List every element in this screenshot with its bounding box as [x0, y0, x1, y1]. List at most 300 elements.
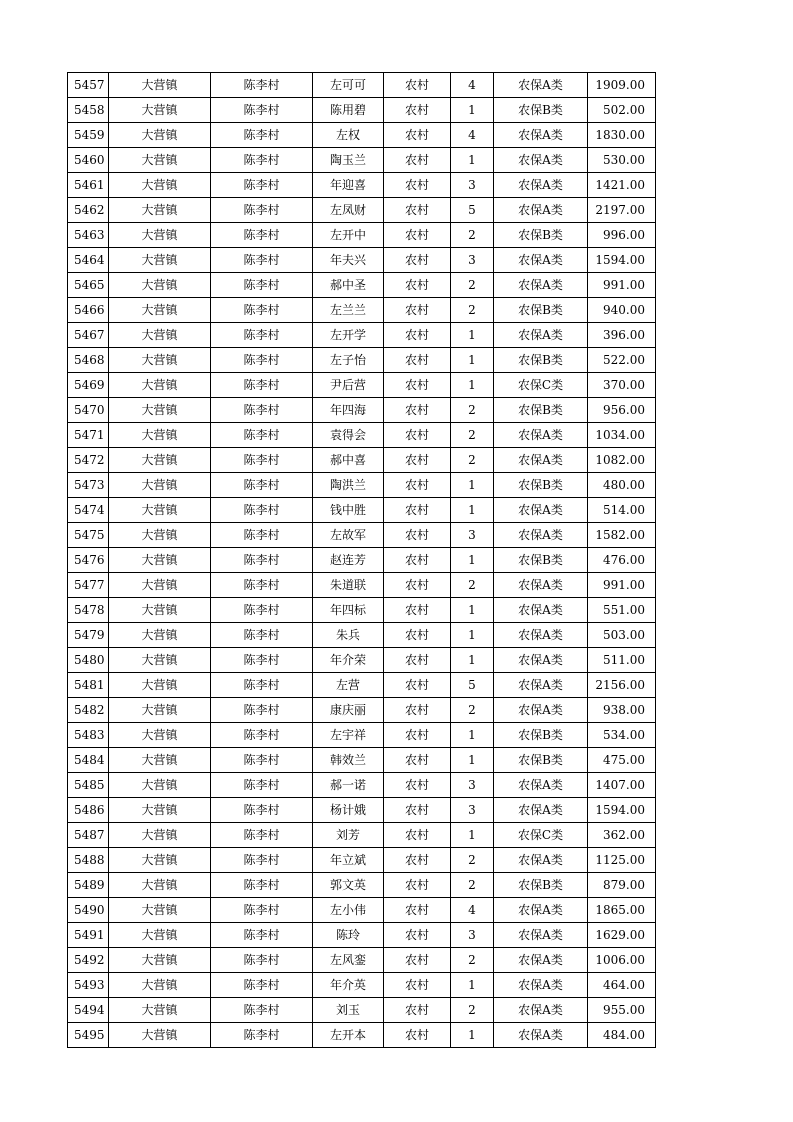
- category-cell: 农保C类: [494, 373, 588, 398]
- amount-cell: 1909.00: [588, 73, 656, 98]
- record-id: 5492: [68, 948, 109, 973]
- name-cell: 朱道联: [313, 573, 384, 598]
- household-type-cell: 农村: [384, 573, 451, 598]
- family-size-cell: 1: [451, 648, 494, 673]
- town-cell: 大营镇: [109, 973, 211, 998]
- name-cell: 陈玲: [313, 923, 384, 948]
- table-row: [68, 1023, 656, 1048]
- village-cell: 陈李村: [211, 748, 313, 773]
- record-id: 5476: [68, 548, 109, 573]
- table-row: [68, 973, 656, 998]
- table-row: [68, 298, 656, 323]
- record-id: 5474: [68, 498, 109, 523]
- category-cell: 农保A类: [494, 123, 588, 148]
- amount-cell: 362.00: [588, 823, 656, 848]
- family-size-cell: 2: [451, 948, 494, 973]
- town-cell: 大营镇: [109, 423, 211, 448]
- family-size-cell: 1: [451, 498, 494, 523]
- amount-cell: 534.00: [588, 723, 656, 748]
- record-id: 5480: [68, 648, 109, 673]
- table-row: [68, 498, 656, 523]
- household-type-cell: 农村: [384, 623, 451, 648]
- table-row: [68, 148, 656, 173]
- table-row: [68, 573, 656, 598]
- table-row: [68, 223, 656, 248]
- record-id: 5471: [68, 423, 109, 448]
- family-size-cell: 3: [451, 798, 494, 823]
- town-cell: 大营镇: [109, 923, 211, 948]
- family-size-cell: 2: [451, 573, 494, 598]
- table-row: [68, 898, 656, 923]
- name-cell: 左子怡: [313, 348, 384, 373]
- household-type-cell: 农村: [384, 798, 451, 823]
- village-cell: 陈李村: [211, 873, 313, 898]
- household-type-cell: 农村: [384, 473, 451, 498]
- amount-cell: 484.00: [588, 1023, 656, 1048]
- family-size-cell: 1: [451, 823, 494, 848]
- record-id: 5460: [68, 148, 109, 173]
- village-cell: 陈李村: [211, 623, 313, 648]
- record-id: 5466: [68, 298, 109, 323]
- household-type-cell: 农村: [384, 398, 451, 423]
- town-cell: 大营镇: [109, 948, 211, 973]
- table-row: [68, 823, 656, 848]
- table-row: [68, 948, 656, 973]
- amount-cell: 1034.00: [588, 423, 656, 448]
- family-size-cell: 2: [451, 998, 494, 1023]
- amount-cell: 938.00: [588, 698, 656, 723]
- table-row: [68, 473, 656, 498]
- household-type-cell: 农村: [384, 998, 451, 1023]
- category-cell: 农保A类: [494, 73, 588, 98]
- household-type-cell: 农村: [384, 248, 451, 273]
- category-cell: 农保A类: [494, 498, 588, 523]
- village-cell: 陈李村: [211, 173, 313, 198]
- family-size-cell: 1: [451, 748, 494, 773]
- household-type-cell: 农村: [384, 548, 451, 573]
- record-id: 5459: [68, 123, 109, 148]
- village-cell: 陈李村: [211, 273, 313, 298]
- household-type-cell: 农村: [384, 723, 451, 748]
- household-type-cell: 农村: [384, 323, 451, 348]
- family-size-cell: 2: [451, 873, 494, 898]
- household-type-cell: 农村: [384, 98, 451, 123]
- village-cell: 陈李村: [211, 123, 313, 148]
- record-id: 5469: [68, 373, 109, 398]
- roster-table: [67, 72, 656, 1048]
- amount-cell: 502.00: [588, 98, 656, 123]
- name-cell: 尹后营: [313, 373, 384, 398]
- amount-cell: 370.00: [588, 373, 656, 398]
- category-cell: 农保B类: [494, 348, 588, 373]
- name-cell: 左开中: [313, 223, 384, 248]
- category-cell: 农保A类: [494, 598, 588, 623]
- table-row: [68, 173, 656, 198]
- family-size-cell: 2: [451, 448, 494, 473]
- household-type-cell: 农村: [384, 523, 451, 548]
- family-size-cell: 1: [451, 548, 494, 573]
- family-size-cell: 2: [451, 398, 494, 423]
- town-cell: 大营镇: [109, 598, 211, 623]
- table-row: [68, 448, 656, 473]
- record-id: 5485: [68, 773, 109, 798]
- amount-cell: 475.00: [588, 748, 656, 773]
- name-cell: 陶玉兰: [313, 148, 384, 173]
- category-cell: 农保B类: [494, 98, 588, 123]
- amount-cell: 1006.00: [588, 948, 656, 973]
- table-row: [68, 723, 656, 748]
- table-row: [68, 623, 656, 648]
- village-cell: 陈李村: [211, 373, 313, 398]
- town-cell: 大营镇: [109, 448, 211, 473]
- amount-cell: 396.00: [588, 323, 656, 348]
- town-cell: 大营镇: [109, 223, 211, 248]
- record-id: 5488: [68, 848, 109, 873]
- table-row: [68, 748, 656, 773]
- family-size-cell: 1: [451, 348, 494, 373]
- amount-cell: 530.00: [588, 148, 656, 173]
- family-size-cell: 3: [451, 523, 494, 548]
- amount-cell: 879.00: [588, 873, 656, 898]
- family-size-cell: 2: [451, 698, 494, 723]
- amount-cell: 503.00: [588, 623, 656, 648]
- household-type-cell: 农村: [384, 648, 451, 673]
- amount-cell: 991.00: [588, 573, 656, 598]
- village-cell: 陈李村: [211, 448, 313, 473]
- record-id: 5490: [68, 898, 109, 923]
- household-type-cell: 农村: [384, 498, 451, 523]
- household-type-cell: 农村: [384, 273, 451, 298]
- name-cell: 左兰兰: [313, 298, 384, 323]
- record-id: 5473: [68, 473, 109, 498]
- category-cell: 农保B类: [494, 723, 588, 748]
- table-row: [68, 848, 656, 873]
- town-cell: 大营镇: [109, 873, 211, 898]
- table-row: [68, 273, 656, 298]
- name-cell: 陶洪兰: [313, 473, 384, 498]
- family-size-cell: 1: [451, 373, 494, 398]
- category-cell: 农保B类: [494, 298, 588, 323]
- record-id: 5479: [68, 623, 109, 648]
- name-cell: 刘玉: [313, 998, 384, 1023]
- category-cell: 农保A类: [494, 623, 588, 648]
- family-size-cell: 5: [451, 198, 494, 223]
- category-cell: 农保B类: [494, 873, 588, 898]
- village-cell: 陈李村: [211, 398, 313, 423]
- amount-cell: 522.00: [588, 348, 656, 373]
- table-row: [68, 598, 656, 623]
- amount-cell: 1582.00: [588, 523, 656, 548]
- family-size-cell: 1: [451, 473, 494, 498]
- town-cell: 大营镇: [109, 548, 211, 573]
- category-cell: 农保A类: [494, 323, 588, 348]
- village-cell: 陈李村: [211, 148, 313, 173]
- family-size-cell: 1: [451, 973, 494, 998]
- category-cell: 农保B类: [494, 548, 588, 573]
- name-cell: 郝中喜: [313, 448, 384, 473]
- category-cell: 农保A类: [494, 798, 588, 823]
- household-type-cell: 农村: [384, 448, 451, 473]
- village-cell: 陈李村: [211, 848, 313, 873]
- name-cell: 钱中胜: [313, 498, 384, 523]
- record-id: 5493: [68, 973, 109, 998]
- family-size-cell: 1: [451, 148, 494, 173]
- amount-cell: 956.00: [588, 398, 656, 423]
- town-cell: 大营镇: [109, 73, 211, 98]
- category-cell: 农保B类: [494, 223, 588, 248]
- name-cell: 刘芳: [313, 823, 384, 848]
- town-cell: 大营镇: [109, 748, 211, 773]
- village-cell: 陈李村: [211, 823, 313, 848]
- record-id: 5487: [68, 823, 109, 848]
- town-cell: 大营镇: [109, 123, 211, 148]
- village-cell: 陈李村: [211, 673, 313, 698]
- name-cell: 左可可: [313, 73, 384, 98]
- village-cell: 陈李村: [211, 248, 313, 273]
- name-cell: 左小伟: [313, 898, 384, 923]
- name-cell: 左凤财: [313, 198, 384, 223]
- village-cell: 陈李村: [211, 223, 313, 248]
- household-type-cell: 农村: [384, 348, 451, 373]
- category-cell: 农保A类: [494, 848, 588, 873]
- town-cell: 大营镇: [109, 523, 211, 548]
- family-size-cell: 2: [451, 223, 494, 248]
- name-cell: 朱兵: [313, 623, 384, 648]
- amount-cell: 551.00: [588, 598, 656, 623]
- family-size-cell: 3: [451, 248, 494, 273]
- family-size-cell: 1: [451, 598, 494, 623]
- village-cell: 陈李村: [211, 198, 313, 223]
- family-size-cell: 2: [451, 298, 494, 323]
- name-cell: 韩效兰: [313, 748, 384, 773]
- record-id: 5494: [68, 998, 109, 1023]
- town-cell: 大营镇: [109, 823, 211, 848]
- category-cell: 农保A类: [494, 273, 588, 298]
- name-cell: 左风銮: [313, 948, 384, 973]
- amount-cell: 1594.00: [588, 248, 656, 273]
- record-id: 5486: [68, 798, 109, 823]
- record-id: 5470: [68, 398, 109, 423]
- village-cell: 陈李村: [211, 1023, 313, 1048]
- record-id: 5489: [68, 873, 109, 898]
- name-cell: 左开本: [313, 1023, 384, 1048]
- category-cell: 农保A类: [494, 248, 588, 273]
- family-size-cell: 3: [451, 773, 494, 798]
- family-size-cell: 1: [451, 723, 494, 748]
- household-type-cell: 农村: [384, 73, 451, 98]
- village-cell: 陈李村: [211, 898, 313, 923]
- table-row: [68, 423, 656, 448]
- amount-cell: 480.00: [588, 473, 656, 498]
- amount-cell: 2156.00: [588, 673, 656, 698]
- town-cell: 大营镇: [109, 198, 211, 223]
- household-type-cell: 农村: [384, 673, 451, 698]
- amount-cell: 1594.00: [588, 798, 656, 823]
- household-type-cell: 农村: [384, 873, 451, 898]
- household-type-cell: 农村: [384, 823, 451, 848]
- town-cell: 大营镇: [109, 623, 211, 648]
- amount-cell: 1865.00: [588, 898, 656, 923]
- record-id: 5463: [68, 223, 109, 248]
- amount-cell: 514.00: [588, 498, 656, 523]
- town-cell: 大营镇: [109, 673, 211, 698]
- amount-cell: 1082.00: [588, 448, 656, 473]
- town-cell: 大营镇: [109, 573, 211, 598]
- household-type-cell: 农村: [384, 423, 451, 448]
- table-row: [68, 773, 656, 798]
- name-cell: 年四标: [313, 598, 384, 623]
- amount-cell: 1421.00: [588, 173, 656, 198]
- category-cell: 农保B类: [494, 748, 588, 773]
- village-cell: 陈李村: [211, 973, 313, 998]
- amount-cell: 996.00: [588, 223, 656, 248]
- village-cell: 陈李村: [211, 773, 313, 798]
- town-cell: 大营镇: [109, 998, 211, 1023]
- amount-cell: 476.00: [588, 548, 656, 573]
- town-cell: 大营镇: [109, 723, 211, 748]
- record-id: 5464: [68, 248, 109, 273]
- record-id: 5495: [68, 1023, 109, 1048]
- category-cell: 农保A类: [494, 448, 588, 473]
- village-cell: 陈李村: [211, 698, 313, 723]
- household-type-cell: 农村: [384, 973, 451, 998]
- town-cell: 大营镇: [109, 173, 211, 198]
- amount-cell: 1629.00: [588, 923, 656, 948]
- village-cell: 陈李村: [211, 573, 313, 598]
- village-cell: 陈李村: [211, 473, 313, 498]
- record-id: 5472: [68, 448, 109, 473]
- household-type-cell: 农村: [384, 923, 451, 948]
- category-cell: 农保A类: [494, 423, 588, 448]
- village-cell: 陈李村: [211, 523, 313, 548]
- name-cell: 郝一诺: [313, 773, 384, 798]
- amount-cell: 1125.00: [588, 848, 656, 873]
- table-row: [68, 548, 656, 573]
- category-cell: 农保A类: [494, 948, 588, 973]
- amount-cell: 991.00: [588, 273, 656, 298]
- town-cell: 大营镇: [109, 898, 211, 923]
- town-cell: 大营镇: [109, 148, 211, 173]
- amount-cell: 1407.00: [588, 773, 656, 798]
- amount-cell: 955.00: [588, 998, 656, 1023]
- table-row: [68, 373, 656, 398]
- table-row: [68, 923, 656, 948]
- category-cell: 农保A类: [494, 673, 588, 698]
- household-type-cell: 农村: [384, 373, 451, 398]
- name-cell: 年夫兴: [313, 248, 384, 273]
- household-type-cell: 农村: [384, 848, 451, 873]
- village-cell: 陈李村: [211, 598, 313, 623]
- village-cell: 陈李村: [211, 298, 313, 323]
- record-id: 5491: [68, 923, 109, 948]
- town-cell: 大营镇: [109, 648, 211, 673]
- family-size-cell: 2: [451, 273, 494, 298]
- family-size-cell: 4: [451, 73, 494, 98]
- family-size-cell: 4: [451, 123, 494, 148]
- town-cell: 大营镇: [109, 473, 211, 498]
- table-row: [68, 698, 656, 723]
- roster-body: [68, 73, 656, 1048]
- name-cell: 左营: [313, 673, 384, 698]
- record-id: 5467: [68, 323, 109, 348]
- family-size-cell: 1: [451, 623, 494, 648]
- record-id: 5483: [68, 723, 109, 748]
- table-row: [68, 873, 656, 898]
- family-size-cell: 3: [451, 923, 494, 948]
- village-cell: 陈李村: [211, 798, 313, 823]
- category-cell: 农保B类: [494, 473, 588, 498]
- amount-cell: 464.00: [588, 973, 656, 998]
- amount-cell: 511.00: [588, 648, 656, 673]
- name-cell: 左开学: [313, 323, 384, 348]
- town-cell: 大营镇: [109, 773, 211, 798]
- category-cell: 农保A类: [494, 573, 588, 598]
- table-row: [68, 98, 656, 123]
- table-row: [68, 798, 656, 823]
- village-cell: 陈李村: [211, 923, 313, 948]
- record-id: 5475: [68, 523, 109, 548]
- name-cell: 郭文英: [313, 873, 384, 898]
- town-cell: 大营镇: [109, 398, 211, 423]
- household-type-cell: 农村: [384, 773, 451, 798]
- town-cell: 大营镇: [109, 273, 211, 298]
- household-type-cell: 农村: [384, 148, 451, 173]
- town-cell: 大营镇: [109, 1023, 211, 1048]
- category-cell: 农保B类: [494, 398, 588, 423]
- village-cell: 陈李村: [211, 348, 313, 373]
- category-cell: 农保A类: [494, 898, 588, 923]
- village-cell: 陈李村: [211, 998, 313, 1023]
- village-cell: 陈李村: [211, 323, 313, 348]
- table-row: [68, 348, 656, 373]
- town-cell: 大营镇: [109, 373, 211, 398]
- name-cell: 左宇祥: [313, 723, 384, 748]
- family-size-cell: 1: [451, 98, 494, 123]
- town-cell: 大营镇: [109, 498, 211, 523]
- record-id: 5462: [68, 198, 109, 223]
- amount-cell: 1830.00: [588, 123, 656, 148]
- record-id: 5477: [68, 573, 109, 598]
- table-row: [68, 73, 656, 98]
- village-cell: 陈李村: [211, 498, 313, 523]
- record-id: 5457: [68, 73, 109, 98]
- table-row: [68, 648, 656, 673]
- table-row: [68, 323, 656, 348]
- record-id: 5482: [68, 698, 109, 723]
- family-size-cell: 4: [451, 898, 494, 923]
- household-type-cell: 农村: [384, 298, 451, 323]
- category-cell: 农保A类: [494, 773, 588, 798]
- town-cell: 大营镇: [109, 698, 211, 723]
- town-cell: 大营镇: [109, 98, 211, 123]
- name-cell: 年介荣: [313, 648, 384, 673]
- household-type-cell: 农村: [384, 948, 451, 973]
- name-cell: 康庆丽: [313, 698, 384, 723]
- name-cell: 年四海: [313, 398, 384, 423]
- town-cell: 大营镇: [109, 798, 211, 823]
- category-cell: 农保A类: [494, 148, 588, 173]
- category-cell: 农保C类: [494, 823, 588, 848]
- name-cell: 赵连芳: [313, 548, 384, 573]
- record-id: 5478: [68, 598, 109, 623]
- family-size-cell: 1: [451, 323, 494, 348]
- table-row: [68, 523, 656, 548]
- household-type-cell: 农村: [384, 123, 451, 148]
- family-size-cell: 5: [451, 673, 494, 698]
- category-cell: 农保A类: [494, 998, 588, 1023]
- town-cell: 大营镇: [109, 248, 211, 273]
- record-id: 5481: [68, 673, 109, 698]
